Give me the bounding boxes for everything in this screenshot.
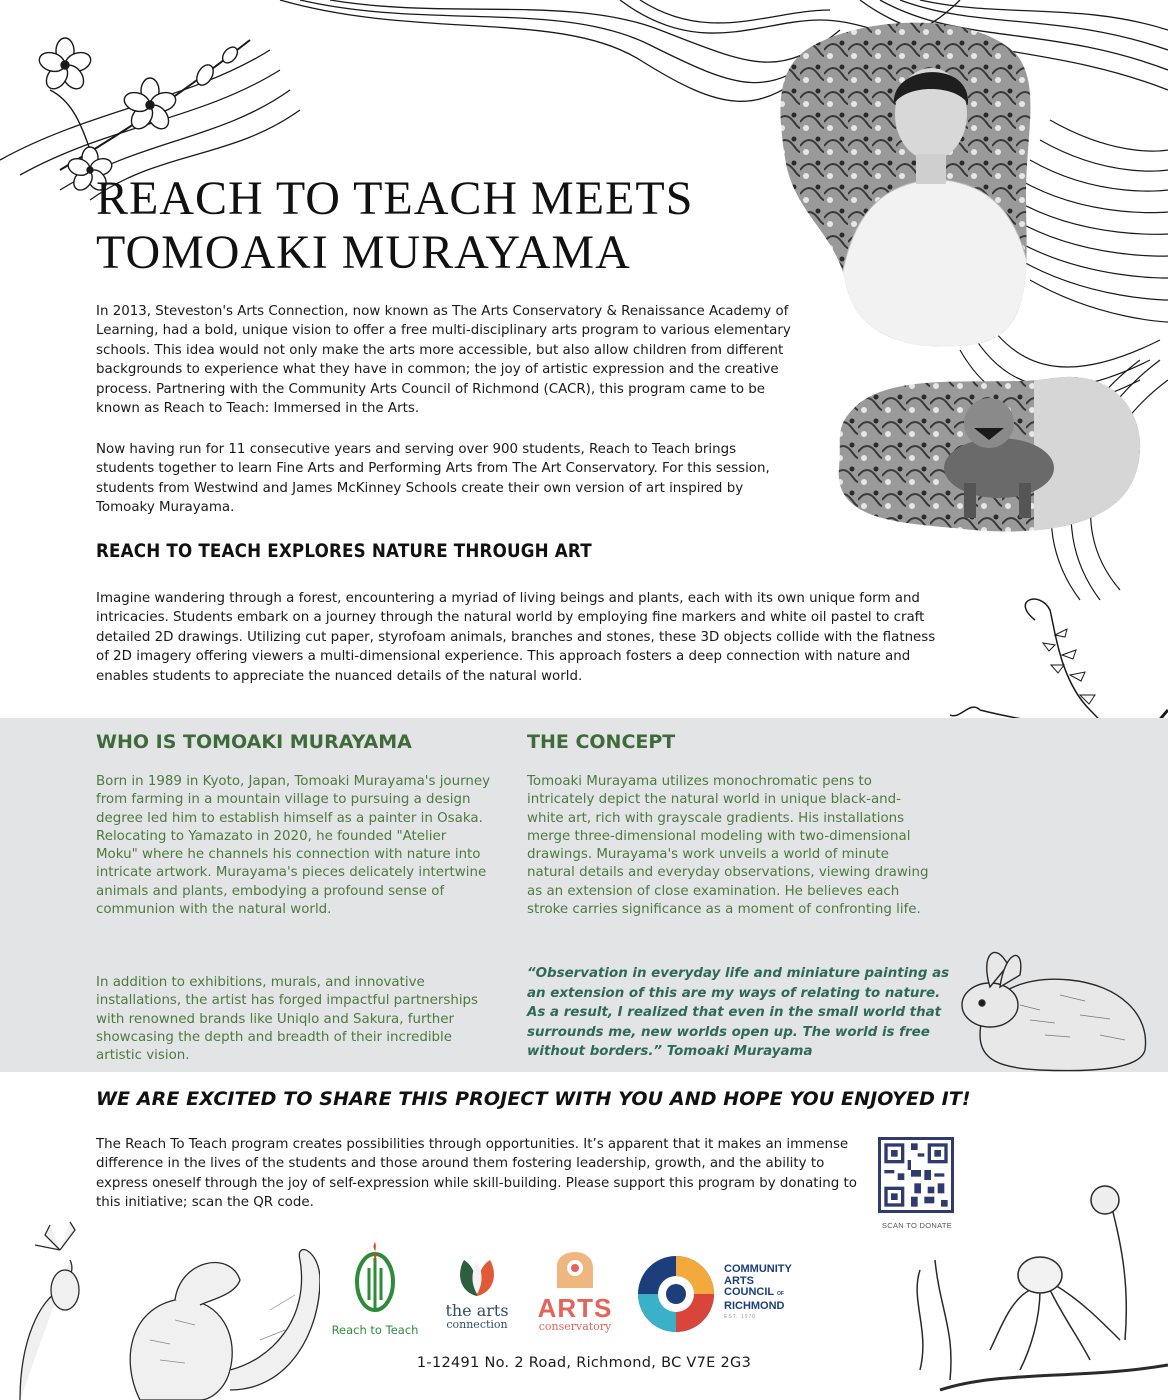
page-title — [96, 172, 796, 280]
who-paragraph-1: Born in 1989 in Kyoto, Japan, Tomoaki Murayama's journey from farming in a mountain village to pursuing a design degree led him to establish himself as a painter in Osaka. Relocating to Yamazato in 2020, he founded "Atelier Moku" where he channels his connection with nature into intricate artwork. Murayama's pieces delicately intertwine animals and plants, embodying a profound sense of communion with the natural world. — [96, 774, 491, 918]
sculpture-photo — [834, 368, 1154, 538]
logo-reach-to-teach — [320, 1238, 430, 1337]
closing-paragraph: The Reach To Teach program creates possibilities through opportunities. It’s apparent that it makes an immense difference in the lives of the students and those around them fostering leadership, growth, and the ability to express oneself through the joy of self-expression while skill-building. Please support this program by donating to this initiative; scan the QR code. — [96, 1137, 857, 1211]
intro-paragraph-1: In 2013, Steveston's Arts Connection, now known as The Arts Conservatory & Renaissance Academy of Learning, had a bold, unique vision to offer a free multi-disciplinary arts program to various elementary schools. This idea would not only make the arts more accessible, but also allow children from different backgrounds to experience what they have in common; the joy of artistic expression and the creative process. Partnering with the Community Arts Council of Richmond (CACR), this program came to be known as Reach to Teach: Immersed in the Arts. — [96, 304, 791, 417]
logo-arts-conservatory — [530, 1250, 620, 1334]
qr-code-icon — [881, 1140, 951, 1210]
cacr-line-2: ARTS — [724, 1274, 754, 1287]
arts-conservatory-mark-icon — [553, 1250, 597, 1290]
logo-cacr — [636, 1254, 816, 1334]
arts-conservatory-line-2: conservatory — [538, 1320, 612, 1333]
cacr-line-3: COUNCIL — [724, 1286, 774, 1298]
cacr-line-1: COMMUNITY — [724, 1263, 792, 1275]
arts-connection-leaf-icon — [454, 1252, 500, 1298]
who-heading: WHO IS TOMOAKI MURAYAMA — [96, 731, 412, 753]
logo-arts-connection — [436, 1252, 518, 1334]
cacr-line-4: RICHMOND — [724, 1299, 785, 1312]
explores-paragraph: Imagine wandering through a forest, encountering a myriad of living beings and plants, each with its own unique form and intricacies. Students embark on a journey through the natural world by employing fine markers and white oil pastel to craft detailed 2D drawings. Utilizing cut paper, styrofoam animals, branches and stones, these 3D objects collide with the flatness of 2D imagery offering viewers a multi-dimensional experience. This approach fosters a deep connection with nature and enables students to appreciate the nuanced details of the natural world. — [96, 591, 936, 684]
qr-caption: SCAN TO DONATE — [881, 1221, 953, 1230]
concept-heading: THE CONCEPT — [527, 731, 676, 753]
donate-qr-code[interactable] — [878, 1137, 954, 1213]
cacr-of: OF — [776, 1291, 784, 1297]
intro-paragraph-2: Now having run for 11 consecutive years and serving over 900 students, Reach to Teach brings students together to learn Fine Arts and Performing Arts from The Art Conservatory. For this session, students from Westwind and James McKinney Schools create their own version of art inspired by Tomoaky Murayama. — [96, 442, 770, 516]
closing-headline: WE ARE EXCITED TO SHARE THIS PROJECT WITH YOU AND HOPE YOU ENJOYED IT! — [96, 1088, 971, 1110]
explores-heading: REACH TO TEACH EXPLORES NATURE THROUGH ART — [96, 540, 592, 562]
reach-to-teach-emblem-icon — [320, 1238, 430, 1316]
artist-quote: “Observation in everyday life and miniature painting as an extension of this are my ways of relating to nature. As a result, I realized that even in the small world that surrounds me, new worlds open up. The world is free without borders.” Tomoaki Murayama — [527, 966, 950, 1059]
footer-address: 1-12491 No. 2 Road, Richmond, BC V7E 2G3 — [416, 1355, 752, 1371]
reach-to-teach-label: Reach to Teach — [331, 1323, 419, 1337]
title-line-1: REACH TO TEACH MEETS — [96, 172, 694, 225]
arts-connection-line-2: connection — [446, 1318, 508, 1331]
arts-connection-line-1: the arts — [445, 1301, 509, 1320]
cacr-est: EST. 1970 — [724, 1314, 757, 1320]
arts-conservatory-line-1: ARTS — [537, 1293, 613, 1323]
artist-portrait-photo — [776, 14, 1036, 354]
title-line-2: TOMOAKI MURAYAMA — [96, 226, 631, 279]
who-paragraph-2: In addition to exhibitions, murals, and innovative installations, the artist has forged impactful partnerships with renowned brands like Uniqlo and Sakura, further showcasing the depth and breadth of their incredible artistic vision. — [96, 975, 479, 1064]
cacr-swirl-icon — [636, 1254, 716, 1334]
deer-squirrel-illustration — [0, 1220, 320, 1400]
concept-paragraph: Tomoaki Murayama utilizes monochromatic pens to intricately depict the natural world in unique black-and-white art, rich with grayscale gradients. His installations merge three-dimensional modeling with two-dimensional drawings. Murayama's work unveils a world of minute natural details and everyday observations, viewing drawing as an extension of close examination. He believes each stroke carries significance as a moment of confronting life. — [527, 774, 929, 918]
rabbit-illustration — [950, 935, 1168, 1072]
